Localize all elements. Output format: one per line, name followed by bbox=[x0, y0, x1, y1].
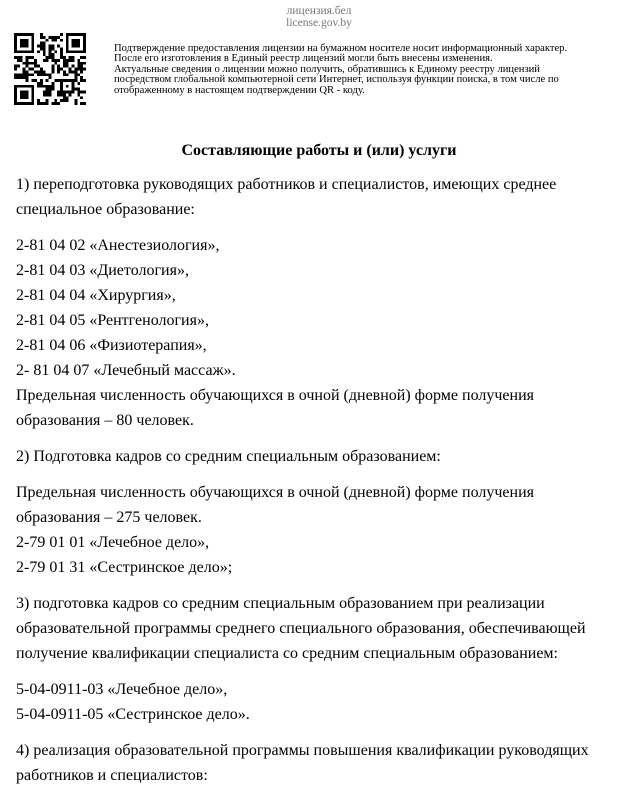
text-line: образовательной программы среднего специального образования, обеспечивающей bbox=[16, 620, 586, 637]
text-line: работников и специалистов: bbox=[16, 767, 208, 784]
paragraph bbox=[16, 233, 626, 433]
notice-line: посредством глобальной компьютерной сети Интернет, используя функции поиска, в том числе по bbox=[114, 74, 559, 86]
disclaimer-notice bbox=[114, 44, 634, 96]
text-line: 5-04-0911-05 «Сестринское дело». bbox=[16, 706, 250, 723]
page-title: Составляющие работы и (или) услуги bbox=[181, 142, 457, 159]
text-line: 5-04-0911-03 «Лечебное дело», bbox=[16, 681, 228, 698]
paragraph bbox=[16, 444, 626, 469]
site-domain-latin[interactable]: license.gov.by bbox=[286, 17, 352, 29]
text-line: Предельная численность обучающихся в очной (дневной) форме получения bbox=[16, 484, 534, 501]
text-line: получение квалификации специалиста со средним специальным образованием: bbox=[16, 645, 558, 662]
paragraph-gap bbox=[16, 222, 626, 233]
notice-line: отображенному в настоящем подтверждении QR - коду. bbox=[114, 84, 365, 96]
text-line: 2-79 01 31 «Сестринское дело»; bbox=[16, 559, 233, 576]
document-body bbox=[16, 172, 626, 788]
paragraph bbox=[16, 480, 626, 580]
text-line: образования – 275 человек. bbox=[16, 509, 202, 526]
paragraph-gap bbox=[16, 433, 626, 444]
paragraph-gap bbox=[16, 727, 626, 738]
text-line: 2-81 04 02 «Анестезиология», bbox=[16, 237, 220, 254]
notice-line: Подтверждение предоставления лицензии на бумажном носителе носит информационный характер. bbox=[114, 43, 568, 54]
paragraph bbox=[16, 172, 626, 222]
text-line: 3) подготовка кадров со средним специальным образованием при реализации bbox=[16, 595, 545, 612]
paragraph bbox=[16, 738, 626, 788]
text-line: образования – 80 человек. bbox=[16, 412, 194, 429]
text-line: 4) реализация образовательной программы повышения квалификации руководящих bbox=[16, 742, 589, 759]
text-line: 2-81 04 03 «Диетология», bbox=[16, 262, 189, 279]
paragraph-gap bbox=[16, 666, 626, 677]
text-line: 2-79 01 01 «Лечебное дело», bbox=[16, 534, 210, 551]
paragraph-gap bbox=[16, 580, 626, 591]
paragraph bbox=[16, 677, 626, 727]
paragraph-gap bbox=[16, 469, 626, 480]
paragraph bbox=[16, 591, 626, 666]
text-line: Предельная численность обучающихся в очной (дневной) форме получения bbox=[16, 387, 534, 404]
qr-code-icon bbox=[14, 33, 86, 105]
text-line: 2-81 04 05 «Рентгенология», bbox=[16, 312, 209, 329]
text-line: специальное образование: bbox=[16, 201, 195, 218]
text-line: 2- 81 04 07 «Лечебный массаж». bbox=[16, 362, 236, 379]
notice-line: После его изготовления в Единый реестр лицензий могли быть внесены изменения. bbox=[114, 53, 493, 65]
text-line: 2-81 04 06 «Физиотерапия», bbox=[16, 337, 207, 354]
text-line: 2-81 04 04 «Хирургия», bbox=[16, 287, 176, 304]
text-line: 2) Подготовка кадров со средним специальным образованием: bbox=[16, 448, 441, 465]
notice-line: Актуальные сведения о лицензии можно получить, обратившись к Единому реестру лицензий bbox=[114, 63, 540, 75]
text-line: 1) переподготовка руководящих работников и специалистов, имеющих среднее bbox=[16, 176, 557, 193]
site-domain-cyrillic[interactable]: лицензия.бел bbox=[286, 5, 352, 17]
